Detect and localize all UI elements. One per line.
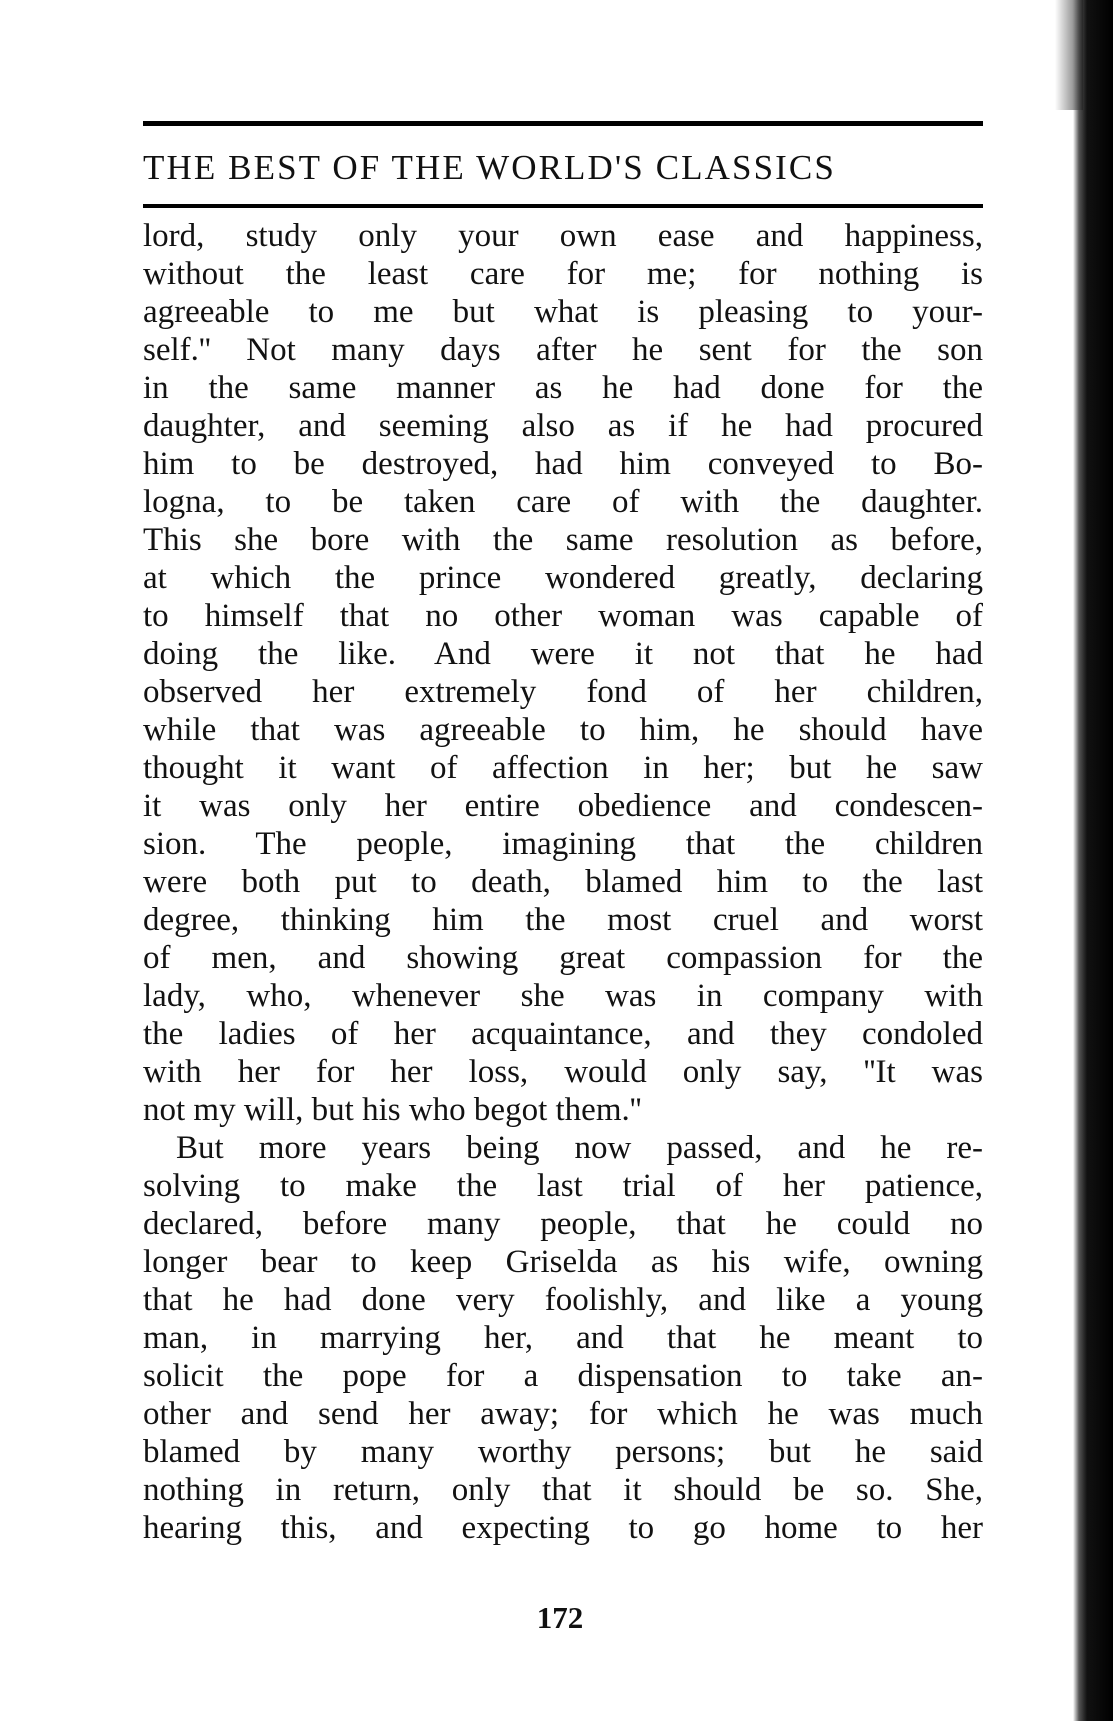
text-line: with her for her loss, would only say, ''It was [143, 1054, 983, 1090]
text-line: blamed by many worthy persons; but he said [143, 1434, 983, 1470]
page-number: 172 [536, 1600, 584, 1635]
text-line: not my will, but his who begot them.'' [143, 1092, 642, 1128]
text-line: lady, who, whenever she was in company with [143, 978, 983, 1014]
body-text [143, 217, 983, 1547]
text-line: him to be destroyed, had him conveyed to Bo- [143, 446, 983, 482]
text-line: it was only her entire obedience and condescen- [143, 788, 983, 824]
text-line: daughter, and seeming also as if he had procured [143, 408, 983, 444]
binding-shadow [1073, 0, 1113, 1721]
running-header: THE BEST OF THE WORLD'S CLASSICS [143, 148, 836, 187]
text-line: solicit the pope for a dispensation to take an- [143, 1358, 983, 1394]
text-line: the ladies of her acquaintance, and they condoled [143, 1016, 983, 1052]
text-line: lord, study only your own ease and happiness, [143, 218, 983, 254]
text-line: without the least care for me; for nothing is [143, 256, 983, 292]
text-line: self.'' Not many days after he sent for the son [143, 332, 983, 368]
binding-shadow-top [1055, 0, 1083, 110]
text-line: of men, and showing great compassion for the [143, 940, 983, 976]
text-line: degree, thinking him the most cruel and worst [143, 902, 983, 938]
header-rule-top [143, 121, 983, 126]
text-line: observed her extremely fond of her children, [143, 674, 983, 710]
text-line: man, in marrying her, and that he meant to [143, 1320, 983, 1356]
text-line: at which the prince wondered greatly, declaring [143, 560, 983, 596]
text-line: thought it want of affection in her; but he saw [143, 750, 983, 786]
text-line: other and send her away; for which he was much [143, 1396, 983, 1432]
text-line: logna, to be taken care of with the daughter. [143, 484, 983, 520]
text-line: But more years being now passed, and he re- [176, 1130, 983, 1166]
text-line: to himself that no other woman was capable of [143, 598, 983, 634]
text-line: were both put to death, blamed him to the last [143, 864, 983, 900]
text-line: nothing in return, only that it should be so. She, [143, 1472, 983, 1508]
text-line: in the same manner as he had done for the [143, 370, 983, 406]
text-line: This she bore with the same resolution as before, [143, 522, 983, 558]
text-line: hearing this, and expecting to go home to her [143, 1510, 983, 1546]
text-line: doing the like. And were it not that he had [143, 636, 983, 672]
header-rule-bottom [143, 204, 983, 208]
text-line: solving to make the last trial of her patience, [143, 1168, 983, 1204]
text-line: while that was agreeable to him, he should have [143, 712, 983, 748]
text-line: sion. The people, imagining that the children [143, 826, 983, 862]
text-line: that he had done very foolishly, and like a young [143, 1282, 983, 1318]
text-line: longer bear to keep Griselda as his wife, owning [143, 1244, 983, 1280]
text-line: agreeable to me but what is pleasing to your- [143, 294, 983, 330]
text-line: declared, before many people, that he could no [143, 1206, 983, 1242]
